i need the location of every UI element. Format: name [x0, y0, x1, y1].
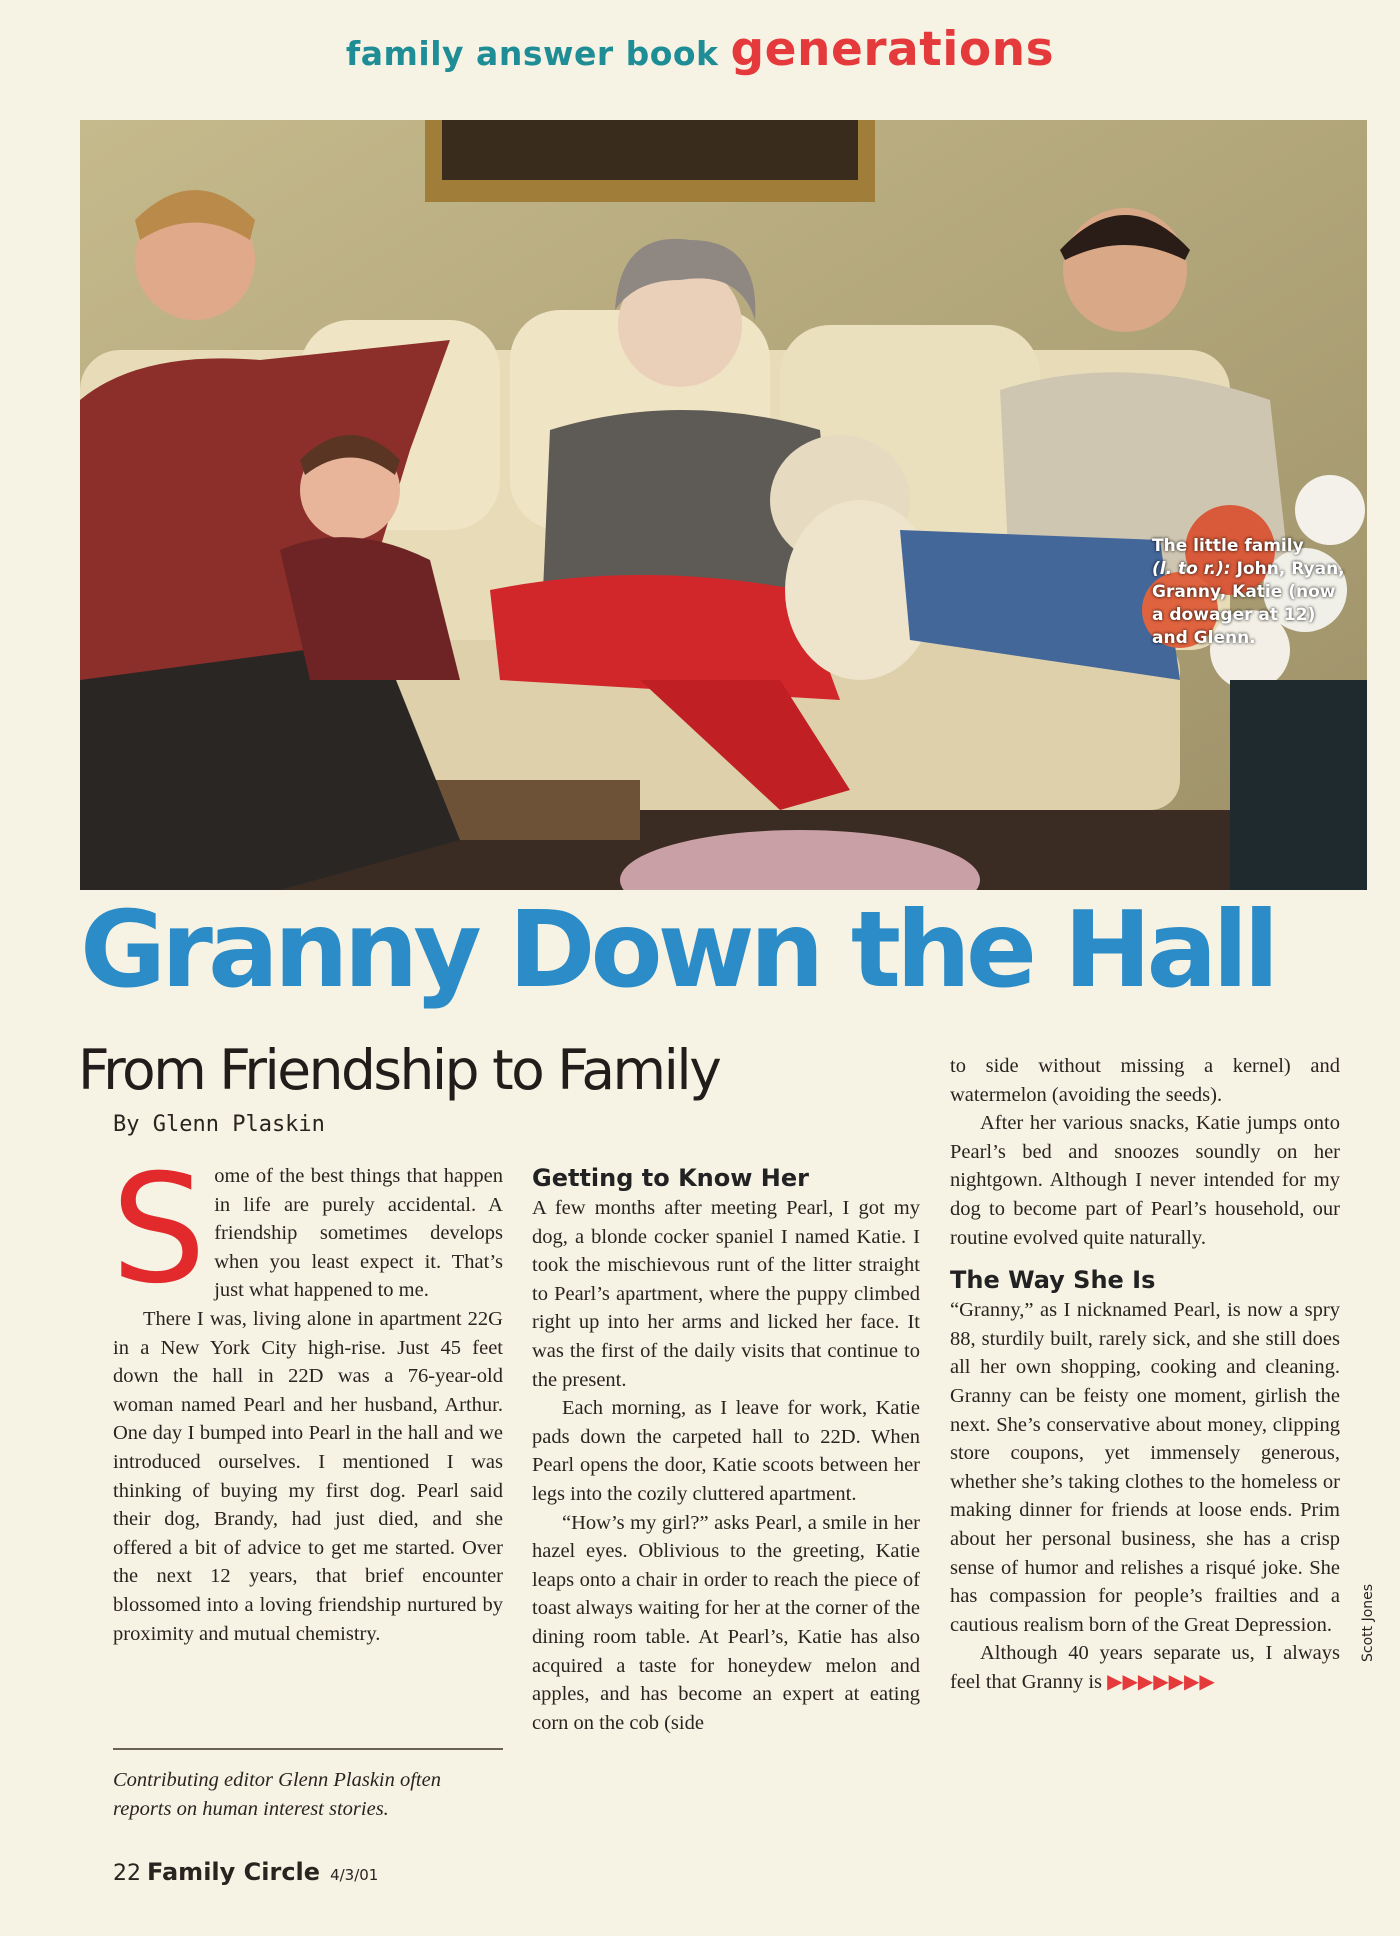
article-subhead: From Friendship to Family: [78, 1038, 720, 1102]
caption-lead: The little family: [1152, 536, 1304, 556]
paragraph: There I was, living alone in apartment 22G in a New York City high-rise. Just 45 feet down the hall in 22D was a 76-year-old woman named Pearl and her husband, Arthur. One day I bumped into Pearl in the hall and we introduced ourselves. I mentioned I was thinking of buying my first dog. Pearl said their dog, Brandy, had just died, and she offered a bit of advice to get me started. Over the next 12 years, that brief encounter blossomed into a loving friendship nurtured by proximity and mutual chemistry.: [113, 1307, 503, 1645]
issue-date: 4/3/01: [330, 1866, 379, 1884]
caption-paren: (l. to r.):: [1152, 559, 1231, 579]
magazine-name: Family Circle: [147, 1858, 321, 1886]
continued-arrows-icon[interactable]: ▶▶▶▶▶▶▶: [1107, 1670, 1215, 1693]
section-header: [0, 22, 1400, 77]
page-footer: [113, 1858, 378, 1886]
subheading-getting-to-know-her: Getting to Know Her: [532, 1164, 809, 1192]
byline: By Glenn Plaskin: [113, 1112, 325, 1137]
divider: [113, 1748, 503, 1750]
page-number: 22: [113, 1861, 141, 1886]
paragraph: “Granny,” as I nicknamed Pearl, is now a spry 88, sturdily built, rarely sick, and she still does all her own shopping, cooking and cleaning. Granny can be feisty one moment, girlish the next. She’s conservative about money, clipping store coupons, yet immensely generous, whether she’s taking clothes to the homeless or making dinner for friends at loose ends. Prim about her personal business, she has a crisp sense of humor and relishes a risqué joke. She has compassion for people’s frailties and a cautious realism born of the Great Depression.: [950, 1299, 1340, 1636]
photo-credit: Scott Jones: [1360, 1583, 1376, 1662]
paragraph: Each morning, as I leave for work, Katie pads down the carpeted hall to 22D. When Pearl opens the door, Katie scoots between her legs into the cozily cluttered apartment.: [532, 1397, 920, 1505]
column-2: [532, 1162, 920, 1737]
author-note: Contributing editor Glenn Plaskin often reports on human interest stories.: [113, 1769, 441, 1820]
family-photo: [80, 120, 1367, 890]
drop-cap: S: [111, 1143, 207, 1317]
paragraph: Although 40 years separate us, I always feel that Granny is ▶▶▶▶▶▶▶: [950, 1642, 1340, 1693]
column-1: [111, 1143, 503, 1648]
paragraph: Some of the best things that happen in life are purely accidental. A friendship sometimes develops when you least expect it. That’s just what happened to me.: [111, 1143, 503, 1317]
family-photo-illustration: [80, 120, 1367, 890]
paragraph: “How’s my girl?” asks Pearl, a smile in her hazel eyes. Oblivious to the greeting, Katie leaps onto a chair in order to reach the piece of toast always waiting for her at the corner of the dining room table. At Pearl’s, Katie has also acquired a taste for honeydew melon and apples, and has become an expert at eating corn on the cob (side: [532, 1511, 920, 1734]
subheading-the-way-she-is: The Way She Is: [950, 1266, 1156, 1295]
paragraph: to side without missing a kernel) and watermelon (avoiding the seeds).: [950, 1055, 1340, 1106]
category-label: generations: [730, 22, 1055, 77]
paragraph: A few months after meeting Pearl, I got my dog, a blonde cocker spaniel I named Katie. I took the mischievous runt of the litter straight to Pearl’s apartment, where the puppy climbed right up into her arms and licked her face. It was the first of the daily visits that continue to the present.: [532, 1197, 920, 1391]
article-headline: Granny Down the Hall: [80, 889, 1275, 1011]
column-3: [950, 1052, 1340, 1696]
paragraph: After her various snacks, Katie jumps onto Pearl’s bed and snoozes soundly on her nightgown. Although I never intended for my dog to become part of Pearl’s household, our routine evolved quite naturally.: [950, 1112, 1340, 1249]
caption-rest: John, Ryan, Granny, Katie (now a dowager at 12) and Glenn.: [1152, 559, 1345, 648]
section-label: family answer book: [345, 34, 719, 73]
photo-caption: [1152, 535, 1347, 650]
